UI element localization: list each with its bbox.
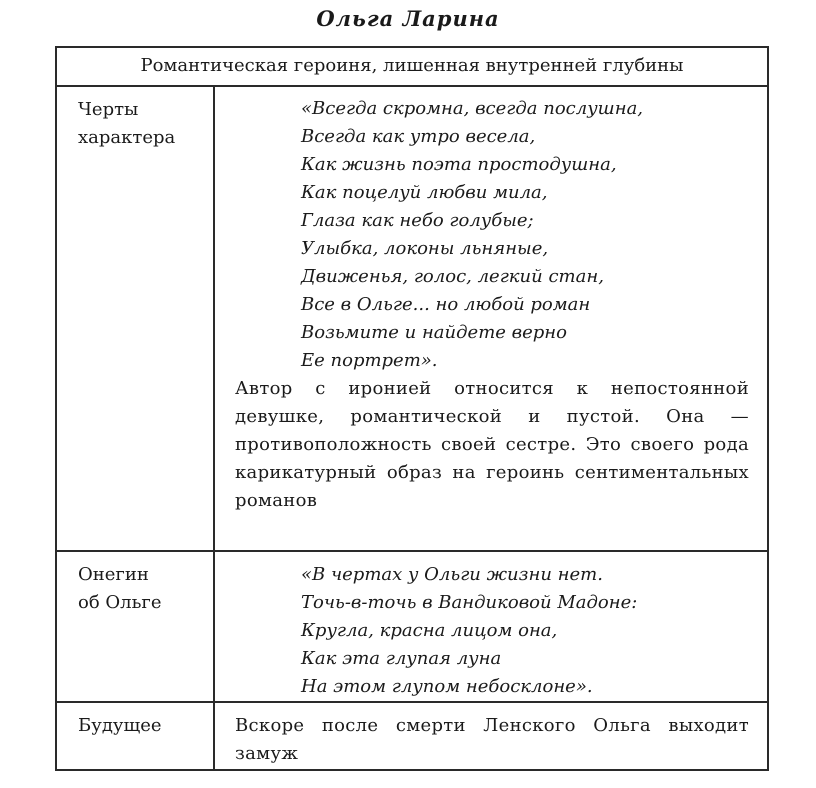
row-label-future [57, 703, 215, 769]
page-title: Ольга Ларина [316, 6, 500, 31]
row-label-onegin [57, 552, 215, 701]
poem-line: На этом глупом небосклоне». [301, 676, 593, 697]
table-header: Романтическая героиня, лишенная внутренней глубины [57, 48, 767, 87]
poem-line: Ее портрет». [301, 350, 438, 371]
poem-line: Точь-в-точь в Вандиковой Мадоне: [301, 592, 638, 613]
table-row-future [57, 703, 767, 769]
row-label-line: Онегин [78, 564, 149, 585]
row-content-future [215, 703, 767, 769]
poem-line: Движенья, голос, легкий стан, [301, 266, 604, 287]
poem-line: Возьмите и найдете верно [301, 322, 567, 343]
table-row-traits [57, 87, 767, 552]
future-description: Вскоре после смерти Ленского Ольга выходит замуж [235, 715, 749, 764]
table-row-onegin [57, 552, 767, 703]
poem-line: Кругла, красна лицом она, [301, 620, 558, 641]
poem-line: Все в Ольге... но любой роман [301, 294, 591, 315]
row-content-traits [215, 87, 767, 550]
poem-line: «В чертах у Ольги жизни нет. [301, 564, 603, 585]
row-label-traits [57, 87, 215, 550]
poem-line: «Всегда скромна, всегда послушна, [301, 98, 644, 119]
quote-poem [235, 95, 749, 375]
row-label-line: характера [78, 127, 176, 148]
poem-line: Улыбка, локоны льняные, [301, 238, 549, 259]
poem-line: Как эта глупая луна [301, 648, 502, 669]
row-label-line: Будущее [78, 715, 162, 736]
poem-line: Как жизнь поэта простодушна, [301, 154, 617, 175]
poem-line: Всегда как утро весела, [301, 126, 536, 147]
author-commentary: Автор с иронией относится к непостоянной девушке, романтической и пустой. Она — противоположность своей сестре. Это своего рода карикатурный образ на героинь сентиментальных романов [235, 378, 749, 511]
quote-poem [235, 561, 749, 701]
poem-line: Глаза как небо голубые; [301, 210, 534, 231]
row-label-line: Черты [78, 99, 139, 120]
poem-line: Как поцелуй любви мила, [301, 182, 548, 203]
row-label-line: об Ольге [78, 592, 162, 613]
character-table [55, 46, 769, 771]
row-content-onegin [215, 552, 767, 701]
